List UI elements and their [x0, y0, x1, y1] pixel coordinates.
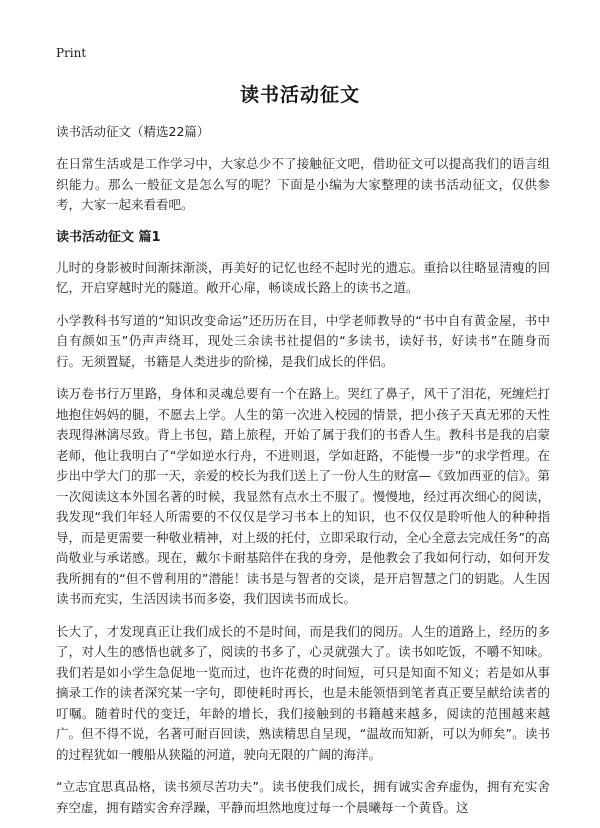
page-title: 读书活动征文 — [239, 84, 360, 106]
body-paragraph-4: 长大了，才发现真正让我们成长的不是时间，而是我们的阅历。人生的道路上，经历的多了，对人生的感悟也就多了，阅读的书多了，心灵就强大了。读书如吃饭，不嚼不知味。我们若是如小学生急促地一览而过，也许花费的时间短，可只是知面不知义；若是如从事摘录工作的读者深究某一字句，即使耗时再长，也是未能领悟到笔者真正要呈献给读者的叮嘱。随着时代的变迁，年龄的增长，我们接触到的书籍越来越多，阅读的范围越来越广。但不得不说，名著可耐百回读，熟读精思自呈现，“温故而知新，可以为师矣”。读书的过程犹如一艘船从狭隘的河道，驶向无限的广阔的海洋。 — [56, 623, 550, 762]
document-subtitle: 读书活动征文（精选22篇） — [56, 124, 210, 139]
section-heading: 读书活动征文 篇1 — [56, 229, 161, 245]
body-paragraph-2: 小学教科书写道的“知识改变命运”还历历在目，中学老师教导的“书中自有黄金屋，书中自有颜如玉”仍声声绕耳，现处三余读书社提倡的“多读书，读好书，好读书”在随身而行。无须置疑，书籍是人类进步的阶梯，是我们成长的伴侣。 — [56, 312, 550, 369]
body-paragraph-1: 儿时的身影被时间渐抹渐淡，再美好的记忆也经不起时光的遗忘。重拾以往略显清瘦的回忆，开启穿越时光的隧道。敞开心扉，畅谈成长路上的读书之道。 — [56, 259, 550, 295]
document-body — [56, 122, 550, 828]
intro-paragraph: 在日常生活或是工作学习中，大家总少不了接触征文吧，借助征文可以提高我们的语言组织能力。那么一般征文是怎么写的呢？下面是小编为大家整理的读书活动征文，仅供参考，大家一起来看看吧。 — [56, 156, 550, 212]
print-label: Print — [56, 46, 87, 60]
body-paragraph-3: 读万卷书行万里路，身体和灵魂总要有一个在路上。哭红了鼻子，风干了泪花，死缠烂打地抱住妈妈的腿，不愿去上学。人生的第一次进入校园的情景，把小孩子天真无邪的天性表现得淋漓尽致。背上书包，踏上旅程，开始了属于我们的书香人生。教科书是我的启蒙老师，他让我明白了“学如逆水行舟，不进则退，学如赶路，不能慢一步”的求学哲理。在步出中学大门的那一天，亲爱的校长为我们送上了一份人生的财富—《致加西亚的信》。第一次阅读这本外国名著的时候，我显然有点水土不服了。慢慢地，经过再次细心的阅读，我发现“我们年轻人所需要的不仅仅是学习书本上的知识，也不仅仅是聆听他人的种种指导，而是更需要一种敬业精神，对上级的托付，立即采取行动，全心全意去完成任务”的高尚敬业与承诺感。现在，戴尔卡耐基陪伴在我的身旁，是他教会了我如何行动，如何开发我所拥有的“但不曾利用的”潜能！读书是与智者的交谈，是开启智慧之门的钥匙。人生因读书而充实，生活因读书而多姿，我们因读书而成长。 — [56, 386, 550, 606]
body-paragraph-5: “立志宜思真品格，读书须尽苦功夫”。读书使我们成长，拥有诚实舍弃虚伪，拥有充实舍弃空虚，拥有踏实舍弃浮躁，平静而坦然地度过每一个晨曦每一个黄昏。这 — [56, 779, 550, 815]
